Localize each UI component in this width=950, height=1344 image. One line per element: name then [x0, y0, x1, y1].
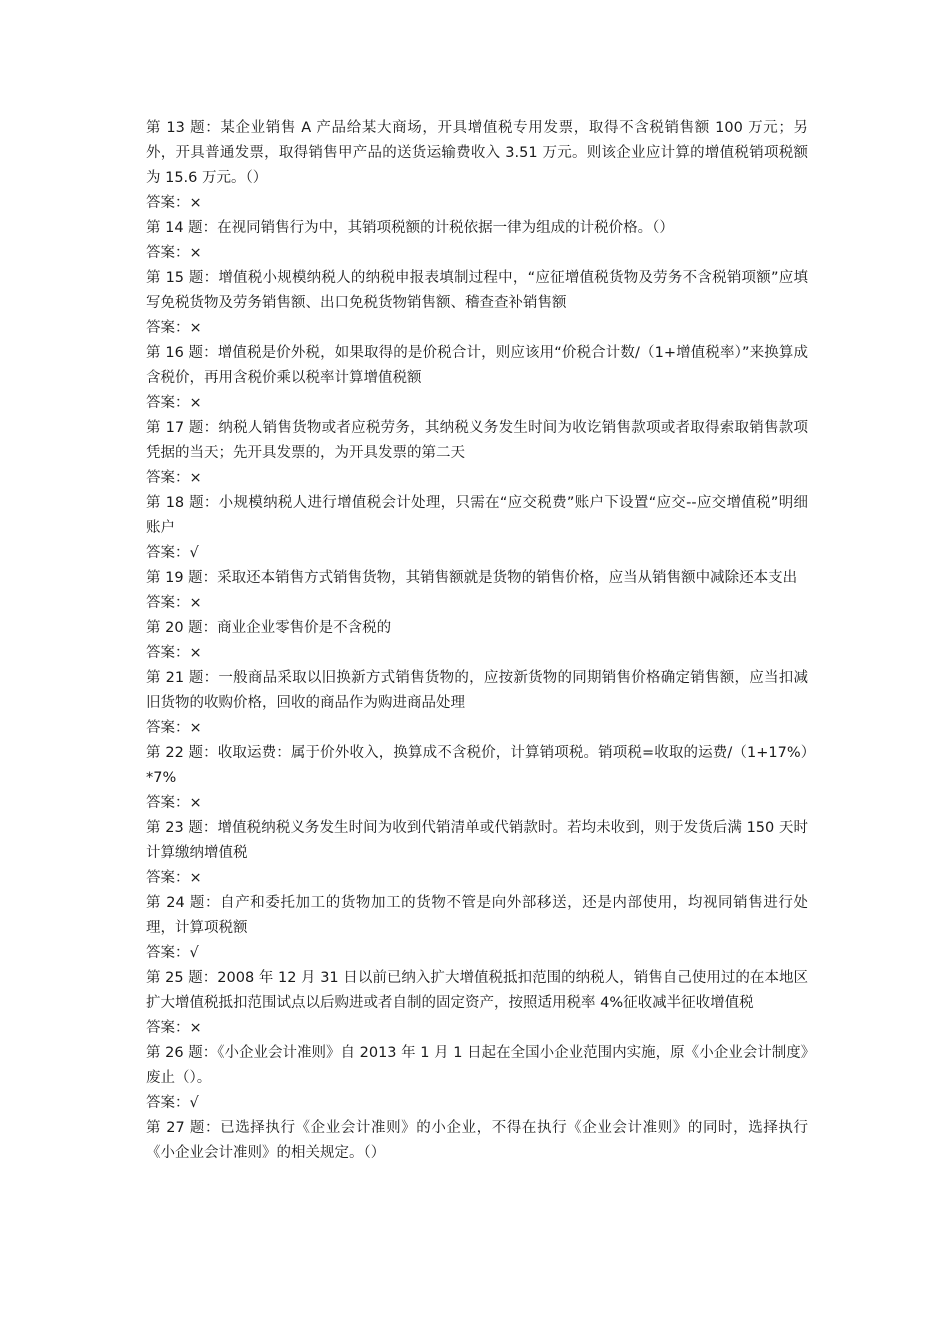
question-27 [146, 1116, 808, 1166]
answer-text: 答案：× [146, 1020, 202, 1036]
answer-text: 答案：× [146, 720, 202, 736]
question-text: 第 14 题：在视同销售行为中，其销项税额的计税依据一律为组成的计税价格。（） [146, 220, 674, 236]
question-text: 第 25 题：2008 年 12 月 31 日以前已纳入扩大增值税抵扣范围的纳税人，销售自己使用过的在本地区扩大增值税抵扣范围试点以后购进或者自制的固定资产，按照适用税率 4%征收减半征收增值税 [146, 970, 808, 1011]
question-20 [146, 616, 808, 666]
question-text: 第 20 题：商业企业零售价是不含税的 [146, 620, 392, 636]
answer-text: 答案：× [146, 320, 202, 336]
question-25 [146, 966, 808, 1041]
document-body [146, 116, 808, 1166]
answer-text: 答案：× [146, 645, 202, 661]
question-text: 第 13 题：某企业销售 A 产品给某大商场，开具增值税专用发票，取得不含税销售额 100 万元；另外，开具普通发票，取得销售甲产品的送货运输费收入 3.51 万元。则该企业应计算的增值税销项税额为 15.6 万元。（） [146, 120, 808, 186]
question-text: 第 27 题：已选择执行《企业会计准则》的小企业，不得在执行《企业会计准则》的同时，选择执行《小企业会计准则》的相关规定。（） [146, 1120, 808, 1161]
answer-text: 答案：× [146, 870, 202, 886]
answer-text: 答案：√ [146, 1095, 199, 1111]
question-13 [146, 116, 808, 216]
answer-text: 答案：× [146, 595, 202, 611]
question-15 [146, 266, 808, 341]
answer-text: 答案：√ [146, 545, 199, 561]
question-24 [146, 891, 808, 966]
question-17 [146, 416, 808, 491]
answer-text: 答案：× [146, 795, 202, 811]
question-18 [146, 491, 808, 566]
question-text: 第 21 题：一般商品采取以旧换新方式销售货物的，应按新货物的同期销售价格确定销售额，应当扣减旧货物的收购价格，回收的商品作为购进商品处理 [146, 670, 808, 711]
question-21 [146, 666, 808, 741]
answer-text: 答案：× [146, 245, 202, 261]
question-text: 第 15 题：增值税小规模纳税人的纳税申报表填制过程中，“应征增值税货物及劳务不含税销项额”应填写免税货物及劳务销售额、出口免税货物销售额、稽查查补销售额 [146, 270, 808, 311]
question-text: 第 24 题：自产和委托加工的货物加工的货物不管是向外部移送，还是内部使用，均视同销售进行处理，计算项税额 [146, 895, 808, 936]
question-23 [146, 816, 808, 891]
question-text: 第 17 题：纳税人销售货物或者应税劳务，其纳税义务发生时间为收讫销售款项或者取得索取销售款项凭据的当天；先开具发票的，为开具发票的第二天 [146, 420, 808, 461]
question-text: 第 19 题：采取还本销售方式销售货物，其销售额就是货物的销售价格，应当从销售额中减除还本支出 [146, 570, 798, 586]
question-22 [146, 741, 808, 816]
question-text: 第 23 题：增值税纳税义务发生时间为收到代销清单或代销款时。若均未收到，则于发货后满 150 天时计算缴纳增值税 [146, 820, 808, 861]
question-text: 第 26 题：《小企业会计准则》自 2013 年 1 月 1 日起在全国小企业范围内实施，原《小企业会计制度》废止（）。 [146, 1045, 808, 1086]
question-19 [146, 566, 808, 616]
answer-text: 答案：× [146, 195, 202, 211]
question-14 [146, 216, 808, 266]
answer-text: 答案：× [146, 395, 202, 411]
question-text: 第 18 题：小规模纳税人进行增值税会计处理，只需在“应交税费”账户下设置“应交--应交增值税”明细账户 [146, 495, 808, 536]
answer-text: 答案：√ [146, 945, 199, 961]
question-26 [146, 1041, 808, 1116]
question-text: 第 16 题：增值税是价外税，如果取得的是价税合计，则应该用“价税合计数/（1+增值税率）”来换算成含税价，再用含税价乘以税率计算增值税额 [146, 345, 808, 386]
question-text: 第 22 题：收取运费：属于价外收入，换算成不含税价，计算销项税。销项税=收取的运费/（1+17%）*7% [146, 745, 808, 786]
answer-text: 答案：× [146, 470, 202, 486]
question-16 [146, 341, 808, 416]
